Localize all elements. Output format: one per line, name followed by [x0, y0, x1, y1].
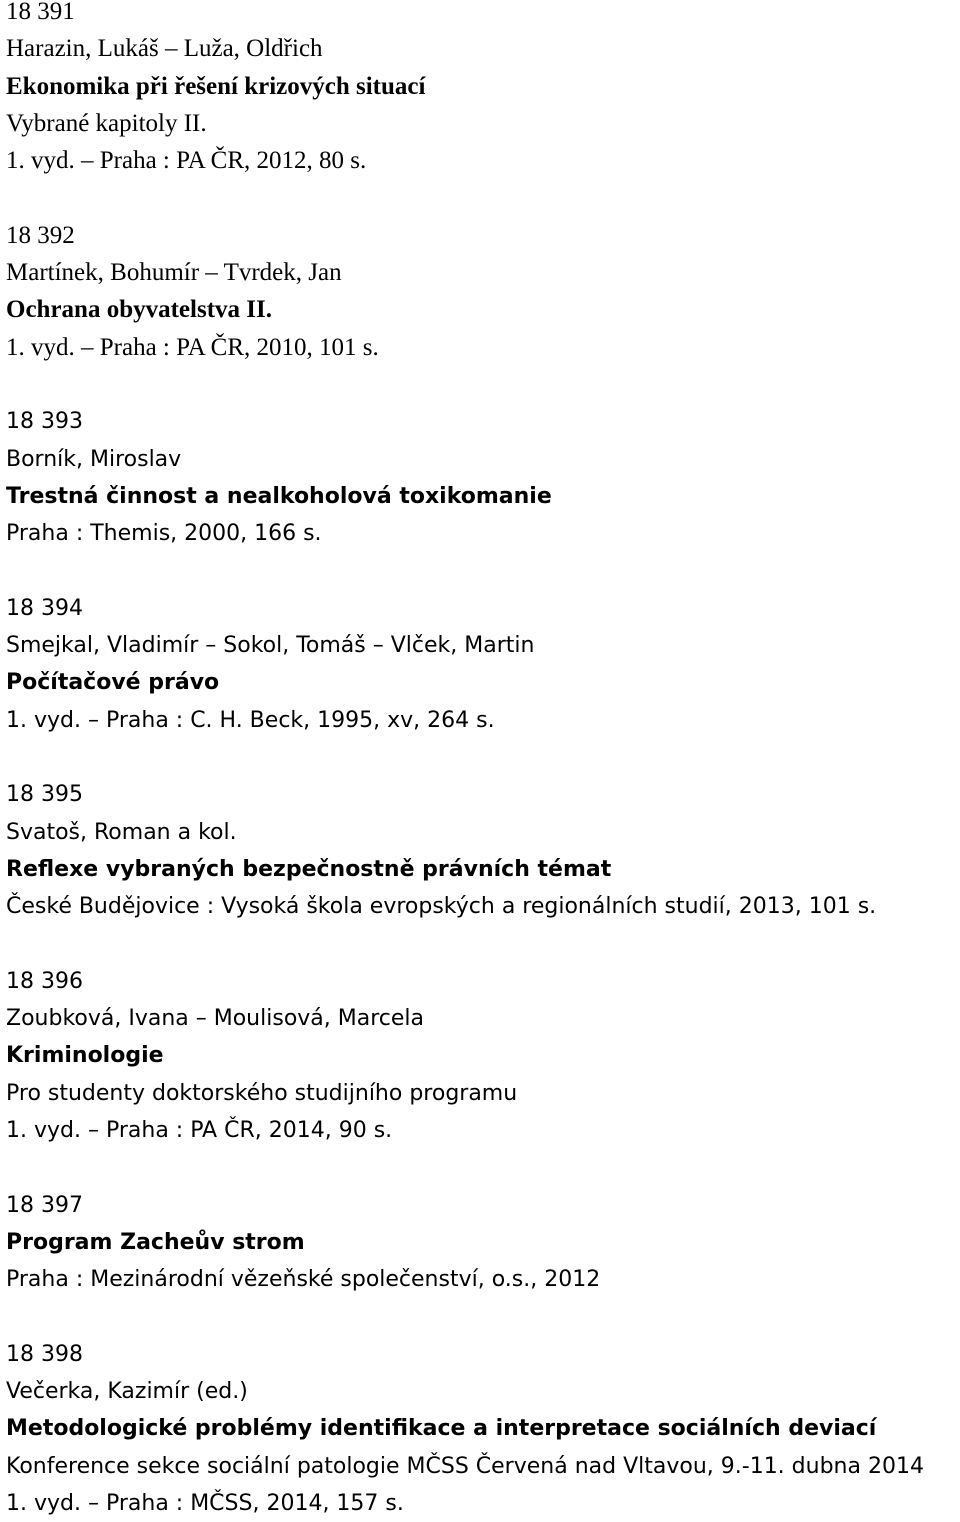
bibliography-entry — [6, 0, 960, 179]
entry-imprint: 1. vyd. – Praha : PA ČR, 2014, 90 s. — [6, 1117, 393, 1143]
entry-number: 18 397 — [6, 1192, 83, 1218]
entry-imprint: 1. vyd. – Praha : PA ČR, 2012, 80 s. — [6, 147, 367, 175]
entry-number: 18 398 — [6, 1341, 83, 1367]
bibliography-list — [6, 0, 960, 1522]
entry-number: 18 395 — [6, 782, 83, 808]
entry-number: 18 391 — [6, 0, 75, 25]
entry-imprint: 1. vyd. – Praha : C. H. Beck, 1995, xv, 264 s. — [6, 707, 495, 733]
entry-spacer — [6, 552, 960, 589]
entry-title: Ochrana obyvatelstva II. — [6, 296, 272, 324]
entry-imprint: Praha : Themis, 2000, 166 s. — [6, 521, 322, 547]
entry-subtitle: Vybrané kapitoly II. — [6, 109, 207, 137]
bibliography-entry — [6, 217, 960, 366]
bibliography-entry — [6, 776, 960, 925]
entry-authors: Večerka, Kazimír (ed.) — [6, 1378, 248, 1404]
entry-spacer — [6, 1298, 960, 1335]
entry-authors: Martínek, Bohumír – Tvrdek, Jan — [6, 259, 342, 287]
entry-imprint: České Budějovice : Vysoká škola evropských a regionálních studií, 2013, 101 s. — [6, 894, 877, 920]
entry-authors: Svatoš, Roman a kol. — [6, 819, 237, 845]
entry-title: Reflexe vybraných bezpečnostně právních témat — [6, 856, 612, 882]
bibliography-entry — [6, 1187, 960, 1299]
bibliography-entry — [6, 963, 960, 1149]
entry-title: Program Zacheův strom — [6, 1229, 305, 1255]
entry-title: Metodologické problémy identifikace a interpretace sociálních deviací — [6, 1416, 877, 1442]
entry-imprint: 1. vyd. – Praha : MČSS, 2014, 157 s. — [6, 1490, 404, 1516]
entry-authors: Harazin, Lukáš – Luža, Oldřich — [6, 35, 323, 63]
entry-title: Ekonomika při řešení krizových situací — [6, 72, 426, 100]
entry-title: Trestná činnost a nealkoholová toxikomanie — [6, 483, 552, 509]
entry-authors: Zoubková, Ivana – Moulisová, Marcela — [6, 1006, 425, 1032]
entry-imprint: Praha : Mezinárodní vězeňské společenství, o.s., 2012 — [6, 1267, 601, 1293]
bibliography-entry — [6, 1336, 960, 1522]
entry-title: Počítačové právo — [6, 670, 220, 696]
entry-spacer — [6, 739, 960, 776]
entry-spacer — [6, 925, 960, 962]
entry-spacer — [6, 179, 960, 216]
entry-number: 18 396 — [6, 968, 83, 994]
entry-subtitle: Konference sekce sociální patologie MČSS Červená nad Vltavou, 9.-11. dubna 2014 — [6, 1453, 924, 1479]
entry-authors: Smejkal, Vladimír – Sokol, Tomáš – Vlček, Martin — [6, 633, 535, 659]
entry-title: Kriminologie — [6, 1043, 164, 1069]
entry-spacer — [6, 1149, 960, 1186]
bibliography-entry — [6, 403, 960, 552]
entry-authors: Borník, Miroslav — [6, 446, 182, 472]
bibliography-entry — [6, 590, 960, 739]
entry-spacer — [6, 366, 960, 403]
entry-number: 18 392 — [6, 221, 75, 249]
entry-number: 18 393 — [6, 409, 83, 435]
entry-number: 18 394 — [6, 595, 83, 621]
entry-imprint: 1. vyd. – Praha : PA ČR, 2010, 101 s. — [6, 333, 379, 361]
entry-subtitle: Pro studenty doktorského studijního programu — [6, 1080, 518, 1106]
